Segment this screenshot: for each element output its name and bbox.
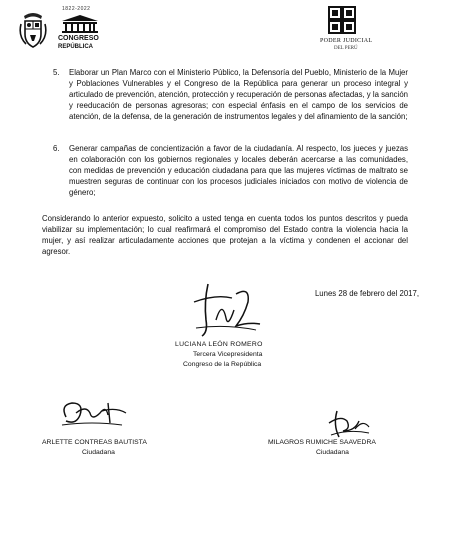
- poder-judicial-country: DEL PERÚ: [334, 46, 358, 51]
- citizen-block: [268, 438, 438, 458]
- poder-judicial-emblem-icon: [328, 6, 356, 34]
- list-item-number: 6.: [53, 144, 60, 153]
- document-date: Lunes 28 de febrero del 2017,: [314, 289, 419, 298]
- signatory-organization: Congreso de la República: [183, 361, 262, 368]
- poder-judicial-label: PODER JUDICIAL: [320, 38, 373, 44]
- citizen-name: MILAGROS RUMICHE SAAVEDRA: [268, 439, 376, 446]
- header-years: 1822-2022: [62, 6, 91, 12]
- congreso-logo: [18, 4, 158, 56]
- congreso-label: CONGRESO: [58, 35, 99, 42]
- closing-paragraph: Considerando lo anterior expuesto, solicito a usted tenga en cuenta todos los puntos descritos y pueda viabilizar su implementación; lo cual reafirmará el compromiso del Estado contra la violencia hacia la mujer, y así realizar articuladamente acciones que protejan a la víctima y condenen el accionar del agresor.: [42, 214, 408, 256]
- peru-coat-of-arms-icon: [18, 10, 48, 50]
- republica-label: REPÚBLICA: [58, 44, 94, 50]
- list-item: [53, 67, 408, 133]
- list-item-text: Elaborar un Plan Marco con el Ministerio Público, la Defensoría del Pueblo, Ministerio de la Mujer y Poblaciones Vulnerables y el Congreso de la República para generar un proceso integral y articulado de prevención, atención, protección y recuperación de personas afectadas, y la sanción y reeducación de personas agresoras; con especial énfasis en el campo de los servicios de atención, de la defensa, de la generación de instrumentos legales y del afinamiento de la sanción;: [69, 68, 408, 121]
- citizen-block: [42, 438, 202, 458]
- citizen-name: ARLETTE CONTREAS BAUTISTA: [42, 439, 147, 446]
- citizen-role: Ciudadana: [316, 449, 349, 456]
- poder-judicial-logo: [320, 4, 430, 56]
- list-item: [53, 143, 408, 209]
- citizen-role: Ciudadana: [82, 449, 115, 456]
- congreso-building-icon: [58, 13, 102, 33]
- signature-luciana-icon: [186, 280, 266, 340]
- signatory-role: Tercera Vicepresidenta: [193, 351, 263, 358]
- list-item-number: 5.: [53, 68, 60, 77]
- signatory-name: LUCIANA LEÓN ROMERO: [175, 341, 263, 348]
- signature-arlette-icon: [56, 395, 130, 435]
- signatory-block: [175, 340, 305, 370]
- list-item-text: Generar campañas de concientización a favor de la ciudadanía. Al respecto, los jueces y juezas en colaboración con los gobiernos regionales y locales deberán acercarse a las comunidades, con medidas de prevención y educación ciudadana para que las mujeres víctimas de maltrato se muestren seguras de continuar con los procesos judiciales iniciados con motivo de violencia de género;: [69, 144, 408, 197]
